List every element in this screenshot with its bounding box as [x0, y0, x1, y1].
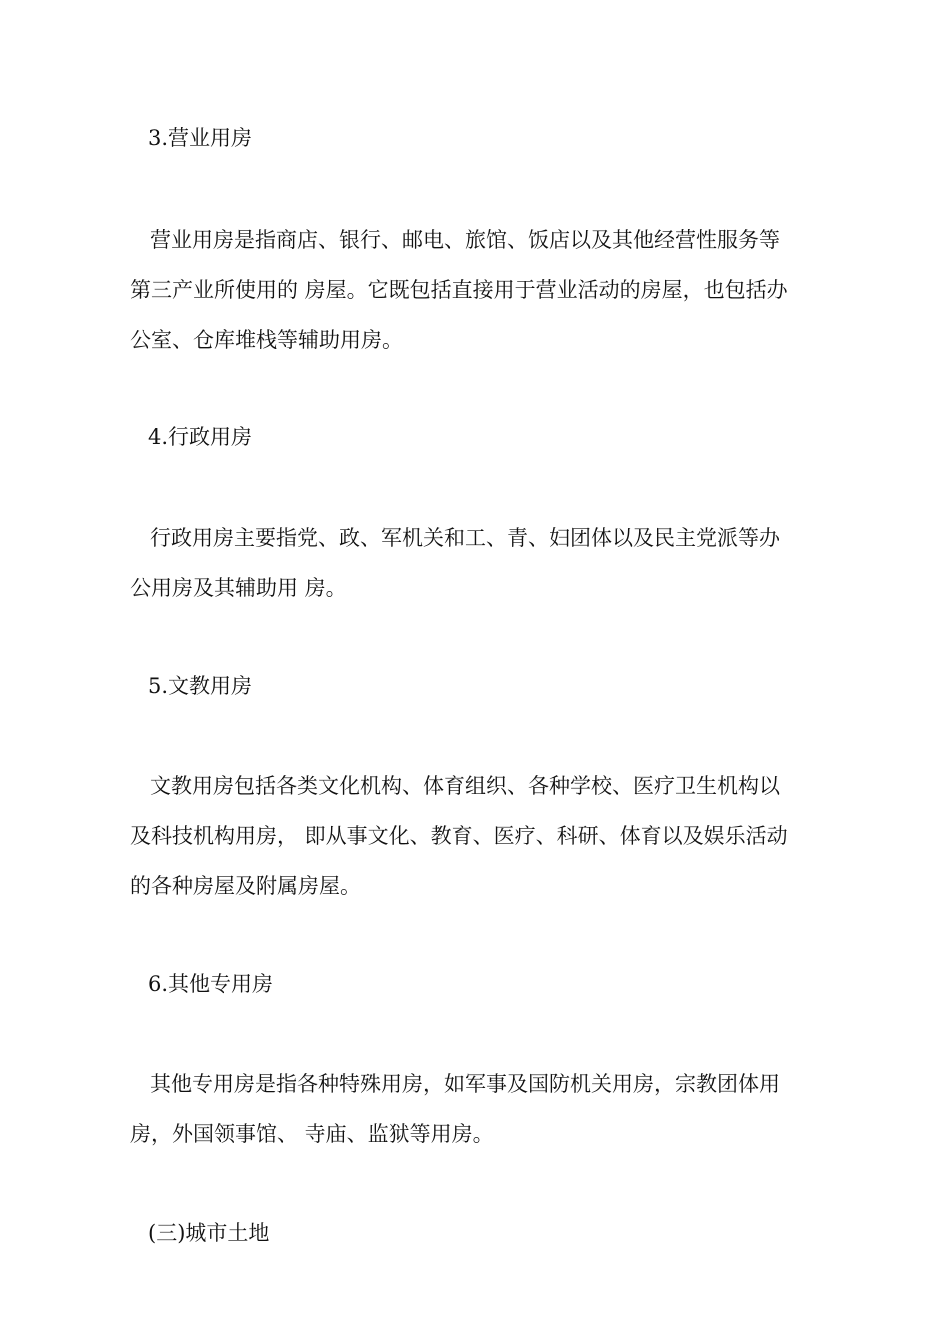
paragraph-line: 房，外国领事馆、 寺庙、监狱等用房。	[130, 1122, 494, 1146]
section-heading-5	[148, 661, 853, 711]
section-heading-land	[148, 1208, 853, 1258]
paragraph-line: 公室、仓库堆栈等辅助用房。	[130, 328, 403, 352]
paragraph-line: 文教用房包括各类文化机构、体育组织、各种学校、医疗卫生机构以	[150, 774, 780, 798]
heading-text: (三)城市土地	[148, 1221, 270, 1245]
paragraph-line: 及科技机构用房， 即从事文化、教育、医疗、科研、体育以及娱乐活动	[130, 824, 788, 848]
section-paragraph-6	[130, 1059, 835, 1159]
section-heading-3	[148, 113, 853, 163]
heading-text: 6.其他专用房	[148, 972, 274, 996]
paragraph-line: 行政用房主要指党、政、军机关和工、青、妇团体以及民主党派等办	[150, 526, 780, 550]
heading-text: 5.文教用房	[148, 674, 253, 698]
paragraph-line: 营业用房是指商店、银行、邮电、旅馆、饭店以及其他经营性服务等	[150, 228, 780, 252]
heading-text: 3.营业用房	[148, 126, 253, 150]
paragraph-line: 第三产业所使用的 房屋。它既包括直接用于营业活动的房屋，也包括办	[130, 278, 788, 302]
paragraph-line: 的各种房屋及附属房屋。	[130, 874, 361, 898]
heading-text: 4.行政用房	[148, 425, 253, 449]
section-heading-4	[148, 412, 853, 462]
section-paragraph-4	[130, 513, 835, 613]
section-heading-6	[148, 959, 853, 1009]
paragraph-line: 公用房及其辅助用 房。	[130, 576, 347, 600]
section-paragraph-5	[130, 761, 835, 911]
paragraph-line: 其他专用房是指各种特殊用房，如军事及国防机关用房，宗教团体用	[150, 1072, 780, 1096]
section-paragraph-3	[130, 215, 835, 365]
